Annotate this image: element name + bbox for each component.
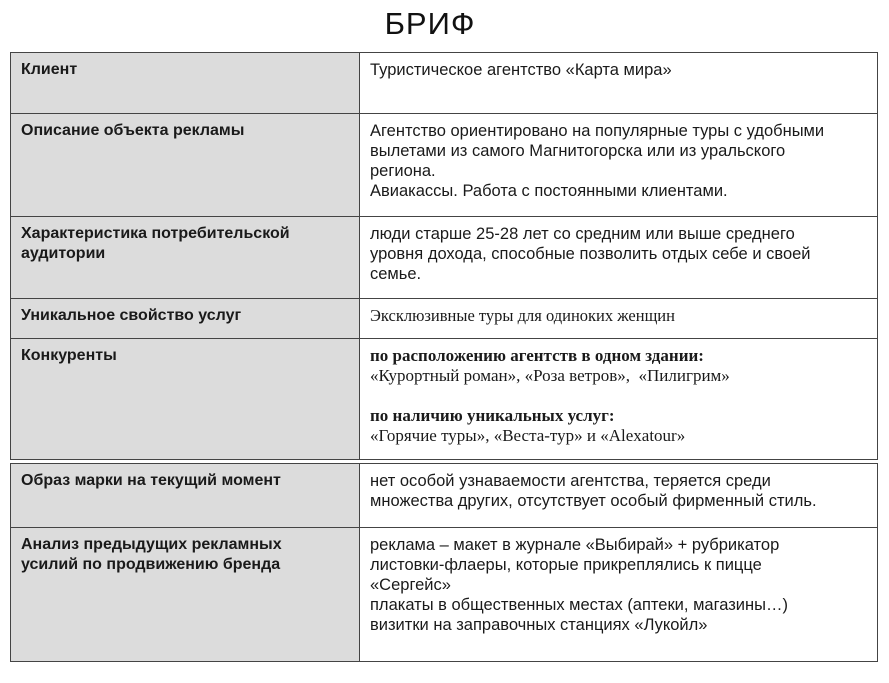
spacer: [370, 386, 867, 406]
page-title: БРИФ: [384, 6, 476, 41]
previous-efforts-line: листовки-флаеры, которые прикреплялись к пицце: [370, 556, 762, 574]
previous-efforts-label-line: Анализ предыдущих рекламных: [21, 536, 282, 553]
audience-line: семье.: [370, 265, 422, 283]
value-unique: Эксклюзивные туры для одиноких женщин: [360, 299, 878, 339]
previous-efforts-line: визитки на заправочных станциях «Лукойл»: [370, 616, 708, 634]
label-unique: Уникальное свойство услуг: [11, 299, 360, 339]
brief-table-brand: [10, 463, 878, 662]
brief-table-main: [10, 52, 878, 460]
previous-efforts-line: реклама – макет в журнале «Выбирай» + рубрикатор: [370, 536, 780, 554]
value-client: Туристическое агентство «Карта мира»: [360, 53, 878, 114]
description-line: Авиакассы. Работа с постоянными клиентами.: [370, 182, 728, 200]
value-previous-efforts: [360, 528, 878, 662]
label-audience: [11, 217, 360, 299]
value-audience: [360, 217, 878, 299]
competitors-heading-unique: по наличию уникальных услуг:: [370, 406, 615, 425]
description-line: вылетами из самого Магнитогорска или из уральского: [370, 142, 786, 160]
table-row-client: [11, 53, 878, 114]
audience-label-line: Характеристика потребительской: [21, 225, 290, 242]
description-line: Агентство ориентировано на популярные туры с удобными: [370, 122, 825, 140]
value-brand-image: [360, 464, 878, 528]
value-description: [360, 114, 878, 217]
previous-efforts-line: плакаты в общественных местах (аптеки, магазины…): [370, 596, 788, 614]
label-description: Описание объекта рекламы: [11, 114, 360, 217]
brand-image-line: множества других, отсутствует особый фирменный стиль.: [370, 492, 817, 510]
label-brand-image: Образ марки на текущий момент: [11, 464, 360, 528]
table-row-description: [11, 114, 878, 217]
table-row-brand-image: [11, 464, 878, 528]
table-row-competitors: [11, 339, 878, 460]
brand-image-line: нет особой узнаваемости агентства, теряется среди: [370, 472, 771, 490]
table-row-audience: [11, 217, 878, 299]
competitors-heading-location: по расположению агентств в одном здании:: [370, 346, 704, 365]
table-row-unique: [11, 299, 878, 339]
description-line: региона.: [370, 162, 436, 180]
competitors-list-location: «Курортный роман», «Роза ветров», «Пилигрим»: [370, 366, 730, 385]
label-previous-efforts: [11, 528, 360, 662]
value-competitors: [360, 339, 878, 460]
competitors-list-unique: «Горячие туры», «Веста-тур» и «Alexatour»: [370, 426, 686, 445]
audience-label-line: аудитории: [21, 245, 106, 262]
previous-efforts-label-line: усилий по продвижению бренда: [21, 556, 281, 573]
audience-line: люди старше 25-28 лет со средним или выше среднего: [370, 225, 795, 243]
audience-line: уровня дохода, способные позволить отдых себе и своей: [370, 245, 811, 263]
label-competitors: Конкуренты: [11, 339, 360, 460]
previous-efforts-line: «Сергейс»: [370, 576, 451, 594]
label-client: Клиент: [11, 53, 360, 114]
table-row-previous-efforts: [11, 528, 878, 662]
